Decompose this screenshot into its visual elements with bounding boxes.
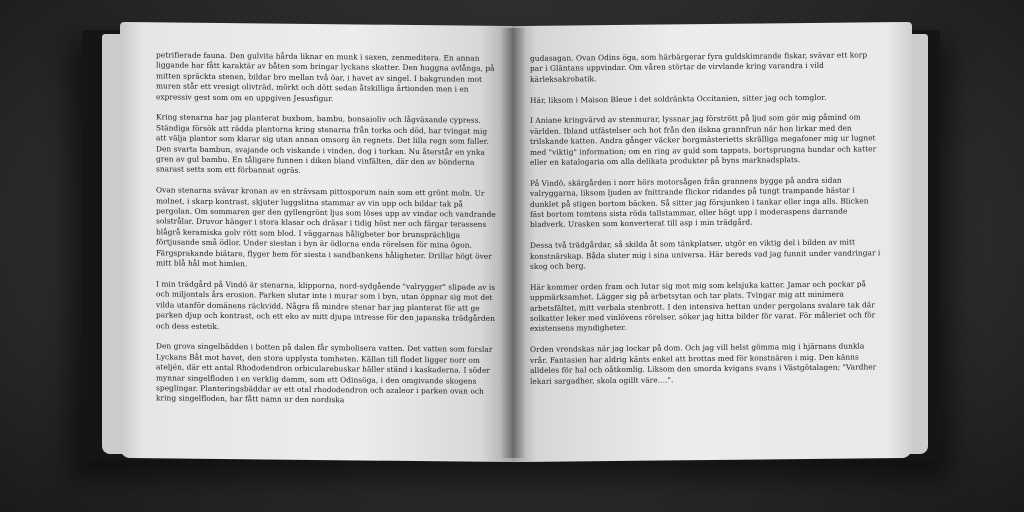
left-paragraph: Kring stenarna har jag planterat buxbom, bambu, bonsaioliv och lågväxande cypress. Ständiga försök att rädda plantorna kring stenarna från torka och död, har tvingat mig att välja plantor som klarar sig utan annan omsorg än regnets. Det lilla regn som faller. Den svarta bambun, svajande och viskande i vinden, dog i torkan. Nu återstår en ynka gren av gul bambu. En tåligare funnen i diken bland vinfälten, där den av bönderna snarast setts som ett förbannat ogräs.: [156, 112, 489, 176]
right-paragraph: gudasagan. Ovan Odins öga, som härbärgerar fyra guldskimrande fiskar, svävar ett korp par i Gläntans uppvindar. Om våren störtar de virvlande kring varandra i vild kärleksakrobatik.: [530, 50, 868, 84]
right-paragraph: I Aniane kringvärvd av stenmurar, lyssnar jag förstrött på ljud som gör mig påmind om världen. Ibland utfästelser och hot från den ilskna grannfrun när hon lirkar med den trilskande katten. Andra gånger väcker borgmästerietts skrälliga megafoner mig ur lugnet med "viktig" information; om en ring av guld som tappats, bortsprungna hundar och katter eller en katalogaria om alla delikata produkter på byns marknadsplats.: [530, 112, 877, 167]
left-paragraph: petrifierade fauna. Den gulvita hårda liknar en munk i saxen, zenmeditera. En annan liggande har fått karaktär av båten som bringar lyckans skatter. Den huggna avlånga, på mitten spräckta stenen, bildar bro mellan två öar, i havet av singel. I bakgrunden mot muren står ett vresigt olivträd, mörkt och dött sedan åtskilliga årtionden men i en expressiv gest som om en uppgiven Jesusfigur.: [156, 50, 495, 103]
left-page: [120, 22, 512, 462]
book-gutter: [500, 28, 526, 458]
right-page: [512, 22, 912, 462]
right-paragraph: Orden vrendskas när jag lockar på dom. Och jag vill helst gömma mig i hjärnans dunkla vrår. Fantasien har aldrig känts enkel att brottas med för konstnären i mig. Den känns alldeles för hal och oåtkomlig. Liksom den smorda kvigans svans i Västgötalagen; "Vardher lekari sargadher, skola ogillt väre….".: [530, 341, 877, 386]
left-paragraph: Den grova singelbädden i botten på dalen får symbolisera vatten. Det vatten som forslar Lyckans Båt mot havet, den stora upplysta tomheten. Källan till flodet ligger norr om ateljén, där ett antal Rhododendron orbicularebuskar häller ständ i kaskaderna. I söder mynnar singelfloden i en verklig damm, som ett Odinsöga, i den omgivande skogens speglingar. Planteringsbäddar av ett otal rhododendron och azaleor i parken ovan och kring singelfloden, har fått namn ur den nordiska: [156, 341, 493, 405]
right-paragraph: Här kommer orden fram och lutar sig mot mig som kelsjuka katter. Jamar och pockar på uppmärksamhet. Lägger sig på arbetsytan och tar plats. Tvingar mig att minimera arbetsfältet, mitt verbala stenbrott. I den intensiva hettan under pergolans svalare tak där solkatter leker med vinlövens rörelser, söker jag hitta bilder för varat. För måleriet och för existensens myndigheter.: [530, 279, 876, 334]
left-paragraph: Ovan stenarna svävar kronan av en strävsam pittosporum nain som ett grönt moln. Ur molnet, i skarp kontrast, skjuter luggslitna stammar av vin upp och bildar tak på pergolan. Om sommaren ger den gyllengrönt ljus som löses upp av vindar och vandrande solstrålar. Druvor hänger i stora klasar och dräsar i tidig höst ner och färgar terassens blågrå keramiska golv rött som blod. I väggarnas håligheter bor brunsprächliga förtjusande små ödlor. Under siestan i byn är ödlorna enda rörelsen för mina ögon. Färgsprakande biätare, flyger hem för siesta i sandbankens håligheter. Drillar högt över mitt blå hål mot himlen.: [156, 185, 496, 269]
left-paragraph: I min trädgård på Vindö är stenarna, klipporna, nord-sydgående "valrygger" slipade av is och miljontals års erosion. Parken slutar inte i murar som i byn, utan öppnar sig mot det vilda utanför domänens räckvidd. Några få mindre stenar har jag planterat för att ge parken djup och kontrast, och ett eko av mitt djupa intresse för den japanska trädgården och dess estetik.: [156, 279, 496, 331]
right-paragraph: Här, liksom i Maison Bleue i det soldränkta Occitanien, sitter jag och tomglor.: [530, 92, 827, 105]
right-paragraph: Dessa två trädgårdar, så skilda åt som tänkplatser, utgör en viktig del i bilden av mitt konstnärskap. Båda sluter mig i sina universa. Här bereds vad jag funnit under vandringar i skog och berg.: [530, 237, 881, 271]
right-page-text: [530, 50, 882, 397]
right-paragraph: På Vindö, skärgården i norr hörs motorsågen från grannens bygge på andra sidan valryggarna, liksom ljuden av fnittrande flickor ridandes på tungt trampande hästar i dunklet på stigen bortom bäcken. Så sitter jag försjunken i tankar eller inga alls. Blicken fäst bortom tomtens sista röda tallstammar, eller högt upp i moderaspens darrande bladverk. Urasken som konverterat till asp i min trädgård.: [530, 175, 869, 230]
left-page-text: [156, 50, 496, 418]
